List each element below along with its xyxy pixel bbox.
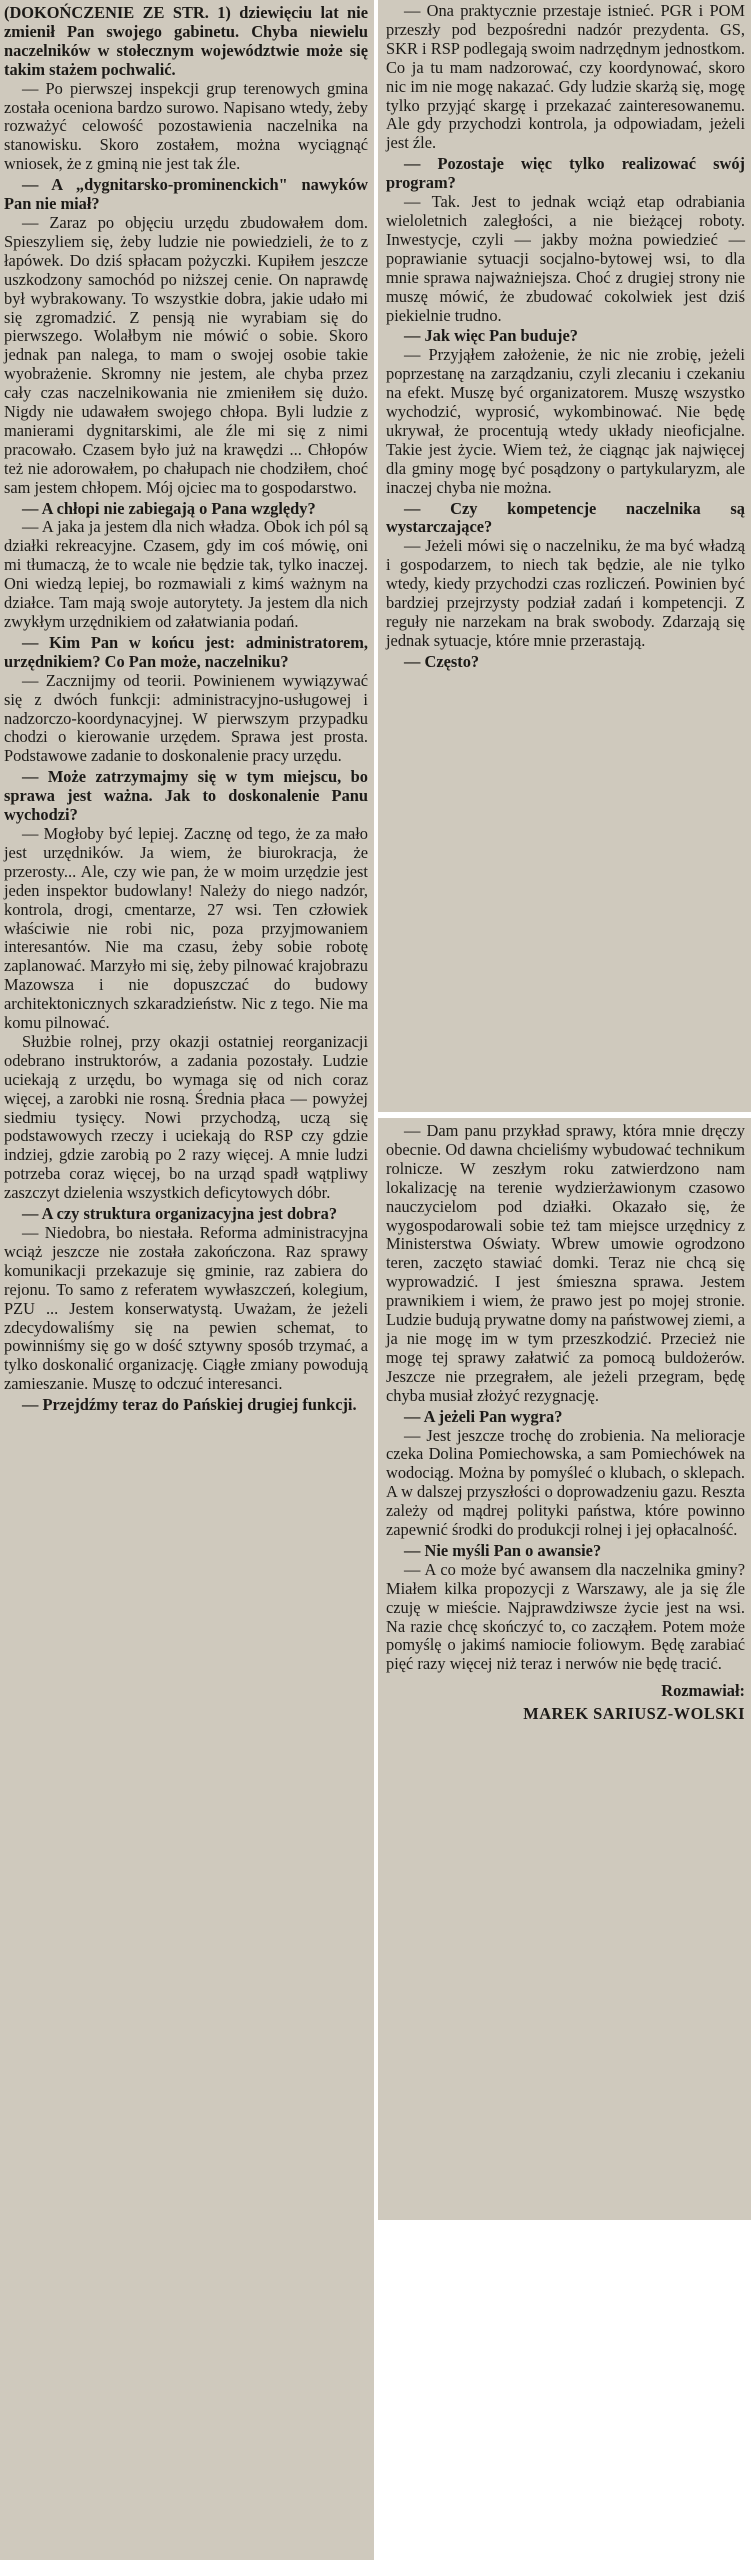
interview-question: — Kim Pan w końcu jest: administratorem, urzędnikiem? Co Pan może, naczelniku? <box>4 632 368 671</box>
interview-question: — Przejdźmy teraz do Pańskiej drugiej funkcji. <box>22 1395 357 1415</box>
article-column-right-bottom <box>378 1118 751 2220</box>
interview-question: — Często? <box>404 651 480 671</box>
article-column-left <box>0 0 374 2560</box>
interview-answer: — Po pierwszej inspekcji grup terenowych gmina została oceniona bardzo surowo. Napisano wtedy, żeby rozważyć celowość pozostawienia naczelnika na stanowisku. Skoro zostałem, można wyciągnąć wniosek, że z gminą nie jest tak źle. <box>4 78 368 174</box>
interview-answer: — Ona praktycznie przestaje istnieć. PGR i POM przeszły pod bezpośredni nadzór prezydenta. GS, SKR i RSP podlegają swoim nadrzędnym jednostkom. Co ja tu mam nadzorować, czy koordynować, skoro nic im nie mogę nakazać. Gdy ludzie skarżą się, mogę tylko przyjąć skargę i przekazać zainteresowanemu. Ale gdy przychodzi kontrola, ja odpowiadam, jeżeli jest źle. <box>386 1 745 153</box>
column-intro: (DOKOŃCZENIE ZE STR. 1) dziewięciu lat nie zmienił Pan swojego gabinetu. Chyba niewielu naczelników w stołecznym województwie może się takim stażem pochwalić. <box>4 3 368 79</box>
interview-answer: — Przyjąłem założenie, że nic nie zrobię, jeżeli poprzestanę na zarządzaniu, czyli zlecaniu i czekaniu na efekt. Muszę być organizatorem. Muszę wszystko wychodzić, wyprosić, wykombinować. Nie będę ukrywał, że procentują wtedy układy nieoficjalne. Takie jest życie. Wiem też, że ciągnąc jak najwięcej dla gminy mogę być posądzony o partykularyzm, ale inaczej chyba nie można. <box>386 345 745 497</box>
interview-answer: — Mogłoby być lepiej. Zacznę od tego, że za mało jest urzędników. Ja wiem, że biurokracja, że przerosty... Ale, czy wie pan, że w moim urzędzie jest jeden inspektor budowlany! Należy do niego nadzór, kontrola, drogi, cmentarze, 27 wsi. Ten człowiek właściwie nie robi nic, poza przyjmowaniem interesantów. Nie ma czasu, żeby sobie robotę zaplanować. Marzyło mi się, żeby pilnować krajobrazu Mazowsza i nie dopuszczać do budowy architektonicznych szkaradzieństw. Nic z tego. Nie ma komu pilnować. <box>4 823 368 1033</box>
interview-answer: — A jaka ja jestem dla nich władza. Obok ich pól są działki rekreacyjne. Czasem, gdy im coś mówię, oni mi tłumaczą, że to wcale nie będzie tak, tylko inaczej. Oni wiedzą lepiej, bo rozmawiali z kimś ważnym na działce. Tam mają swoje autorytety. Ja jestem dla nich zwykłym urzędnikiem od załatwiania podań. <box>4 517 368 631</box>
interview-question: — Nie myśli Pan o awansie? <box>404 1540 602 1560</box>
article-column-right-top <box>378 0 751 1112</box>
author-name: MAREK SARIUSZ-WOLSKI <box>523 1704 745 1724</box>
interview-question: — Czy kompetencje naczelnika są wystarczające? <box>386 498 745 537</box>
byline-label: Rozmawiał: <box>661 1681 745 1701</box>
interview-question: — A „dygnitarsko-prominenckich" nawyków Pan nie miał? <box>4 175 368 214</box>
interview-question: — A jeżeli Pan wygra? <box>404 1406 563 1426</box>
interview-answer: — Jest jeszcze trochę do zrobienia. Na melioracje czeka Dolina Pomiechowska, a sam Pomiechówek na wodociąg. Można by pomyśleć o klubach, o sklepach. A w dalszej przyszłości o doprowadzeniu gazu. Reszta zależy od mądrej polityki państwa, które powinno zapewnić środki do produkcji rolnej i jej opłacalność. <box>386 1425 745 1540</box>
interview-answer: — Niedobra, bo niestała. Reforma administracyjna wciąż jeszcze nie została zakończona. Raz sprawy komunikacji przekazuje się gminie, raz zabiera do rejonu. To samo z referatem wywłaszczeń, kolegium, PZU ... Jestem konserwatystą. Uważam, że jeżeli zdecydowaliśmy się na pewien schemat, to powinniśmy się go w dość sztywny sposób trzymać, a tylko doskonalić organizację. Ciągłe zmiany powodują zamieszanie. Muszę to odczuć interesanci. <box>4 1223 368 1394</box>
interview-answer: — Dam panu przykład sprawy, która mnie dręczy obecnie. Od dawna chcieliśmy wybudować technikum rolnicze. W zeszłym roku zatwierdzono nam lokalizację na terenie wydzierżawionym czasowo nauczycielom pod działki. Okazało się, że wygospodarowali sobie też tam miejsce urzędnicy z Ministerstwa Oświaty. Wbrew umowie ogrodzono teren, zaczęto stawiać domki. Teraz nie chcą się wyprowadzić. I jest śmieszna sprawa. Jestem prawnikiem i wiem, że prawo jest po mojej stronie. Ludzie budują prywatne domy na państwowej ziemi, a ja nie mogę im w tym przeszkodzić. Przecież nie mogę tej sprawy załatwić za pomocą buldożerów. Jeszcze nie przegrałem, ale jeżeli przegram, będę chyba musiał złożyć rezygnację. <box>386 1121 745 1405</box>
interview-question: — A czy struktura organizacyjna jest dobra? <box>22 1204 338 1224</box>
blank-area <box>380 2220 751 2560</box>
interview-answer: — Zaraz po objęciu urzędu zbudowałem dom. Spieszyliem się, żeby ludzie nie powiedzieli, że to z łapówek. Do dziś spłacam pożyczki. Kupiłem jeszcze uszkodzony samochód po niższej cenie. On naprawdę był wybrakowany. To wszystkie dobra, jakie udało mi się zgromadzić. Z pensją nie wyrabiam się do pierwszego. Wolałbym nie mówić o sobie. Skoro jednak pan nalega, to mam o swojej osobie takie wyobrażenie. Skromny nie jestem, ale chyba przez cały czas naczelnikowania nie zmieniłem się dużo. Nigdy nie udawałem swojego chłopa. Byli ludzie z manierami dygnitarskimi, ale źle mi się z nimi pracowało. Czasem było już na krawędzi ... Chłopów też nie adorowałem, po chałupach nie chodziłem, choć sam jestem chłopem. Mój ojciec ma to gospodarstwo. <box>4 212 368 497</box>
interview-answer: — Jeżeli mówi się o naczelniku, że ma być władzą i gospodarzem, to niech tak będzie, ale nie tylko wtedy, kiedy przychodzi czas rozliczeń. Powinien być bardziej przejrzysty podział zadań i kompetencji. Z reguły nie narzekam na brak swobody. Zdarzają się jednak sytuacje, które mnie przerastają. <box>386 536 745 650</box>
interview-question: — Pozostaje więc tylko realizować swój program? <box>386 154 745 193</box>
interview-question: — A chłopi nie zabiegają o Pana względy? <box>22 498 316 518</box>
interview-answer: — A co może być awansem dla naczelnika gminy? Miałem kilka propozycji z Warszawy, ale ja się źle czuję w mieście. Najprawdziwsze życie jest na wsi. Na razie chcę skończyć to, co zacząłem. Potem może pomyślę o jakimś namiocie foliowym. Będę zarabiać pięć razy więcej niż teraz i nerwów nie będę tracić. <box>386 1559 745 1674</box>
interview-answer: Służbie rolnej, przy okazji ostatniej reorganizacji odebrano instruktorów, a zadania pozostały. Ludzie uciekają z urzędu, bo wymaga się od nich coraz więcej, a zarobki nie rosną. Średnia płaca — powyżej siedmiu tysięcy. Nowi przychodzą, uczą się podstawowych rzeczy i uciekają do RSP czy gdzie indziej, gdzie zarobią po 2 razy więcej. A mnie ludzi potrzeba coraz więcej, bo na urząd spadł wątpliwy zaszczyt dzielenia wszystkich deficytowych dóbr. <box>4 1031 368 1203</box>
interview-question: — Jak więc Pan buduje? <box>404 326 578 346</box>
interview-answer: — Tak. Jest to jednak wciąż etap odrabiania wieloletnich zaległości, a nie bieżącej roboty. Inwestycje, czyli — jakby można powiedzieć — poprawianie sytuacji socjalno-bytowej wsi, to dla mnie sprawa najważniejsza. Choć z drugiej strony nie muszę mówić, że zbudować cokolwiek jest dziś piekielnie trudno. <box>386 192 745 325</box>
interview-question: — Może zatrzymajmy się w tym miejscu, bo sprawa jest ważna. Jak to doskonalenie Panu wychodzi? <box>4 767 368 825</box>
interview-answer: — Zacznijmy od teorii. Powinienem wywiązywać się z dwóch funkcji: administracyjno-usługowej i nadzorczo-koordynacyjnej. W pierwszym przypadku chodzi o kierowanie urzędem. Sprawa jest prosta. Podstawowe zadanie to doskonalenie pracy urzędu. <box>4 670 368 766</box>
